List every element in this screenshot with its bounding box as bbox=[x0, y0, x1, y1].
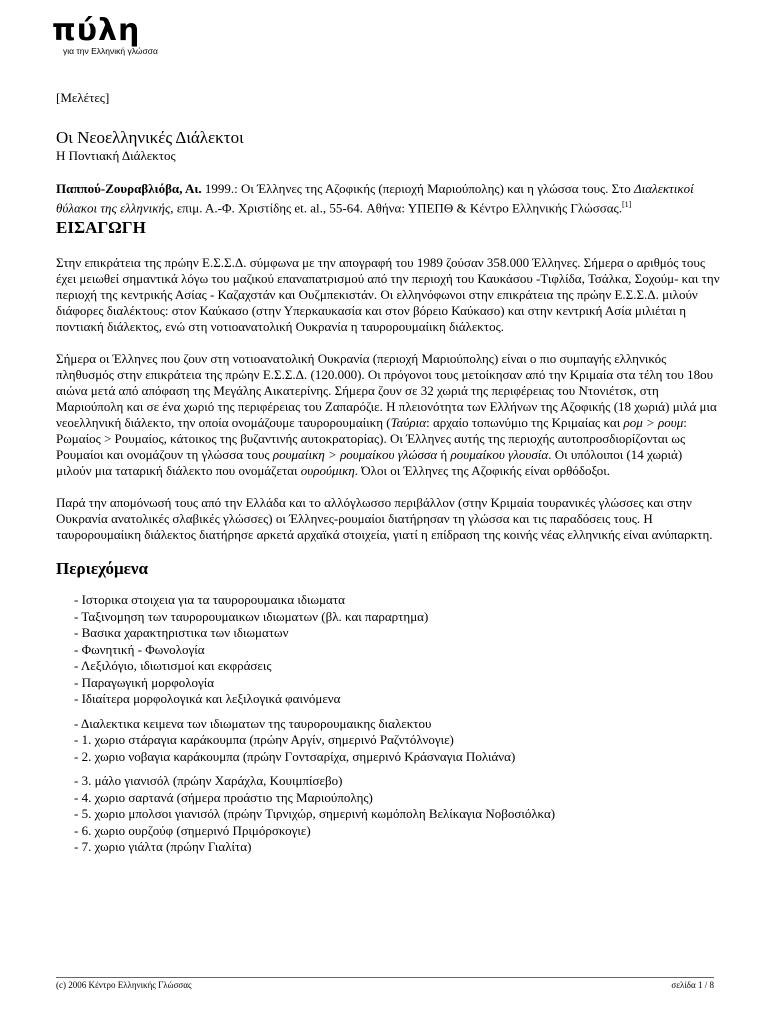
logo bbox=[52, 13, 158, 56]
footnote-link[interactable]: [1] bbox=[621, 200, 632, 209]
toc-item[interactable]: - 3. μάλο γιανισόλ (πρώην Χαράχλα, Κουιμπίσεβο) bbox=[74, 773, 720, 790]
toc-item[interactable]: - 4. χωριο σαρτανά (σήμερα προάστιο της Μαριούπολης) bbox=[74, 790, 720, 807]
para2-text-d: ή bbox=[437, 447, 451, 463]
para2-text-c: : Ρωμαίος > Ρουμαίος, κάτοικος της βυζαντινής αυτοκρατορίας). Οι Έλληνες αυτής της περιοχής αυτοπροσδιορίζονται ως Ρουμαίοι και ονομάζουν τη γλώσσα τους bbox=[56, 415, 687, 463]
paragraph-3: Παρά την απομόνωσή τους από την Ελλάδα και το αλλόγλωσσο περιβάλλον (στην Κριμαία τουρανικές γλώσσες και στην Ουκρανία ανατολικές σλαβικές γλώσσες) οι Έλληνες-ρουμαίοι διατήρησαν τη γλώσσα και τις παραδόσεις τους. Η ταυρορουμαίικη διάλεκτος διατήρησε αρκετά αρχαϊκά στοιχεία, γιατί η επίδραση της κοινής νέας ελληνικής είναι ανύπαρκτη. bbox=[56, 495, 713, 543]
toc-group-2 bbox=[56, 716, 720, 766]
citation-text-2: , επιμ. Α.-Φ. Χριστίδης et. al., 55-64. Αθήνα: ΥΠΕΠΘ & Κέντρο Ελληνικής Γλώσσας. bbox=[170, 200, 622, 216]
para2-term-uroumiki: ουρούμικη bbox=[300, 463, 355, 479]
paragraph-1: Στην επικράτεια της πρώην Ε.Σ.Σ.Δ. σύμφωνα με την απογραφή του 1989 ζούσαν 358.000 Έλληνες. Σήμερα ο αριθμός τους έχει μειωθεί σημαντικά λόγω του μαζικού επαναπατρισμού από την περιοχή του Καυκάσου -Τιφλίδα, Τσάλκα, Σοχούμ- και την περιοχή της κεντρικής Ασίας - Καζαχστάν και Ουζμπεκιστάν. Οι ελληνόφωνοι στην επικράτεια της πρώην Ε.Σ.Σ.Δ. μιλούν διάφορες διαλέκτους: στον Καύκασο (στην Υπερκαυκασία και στον βόρειο Καύκασο) και στην κεντρική Ασία μιλιέται η ποντιακή διάλεκτος, ενώ στη νοτιοανατολική Ουκρανία η ταυρορουμαίικη διάλεκτος. bbox=[56, 255, 720, 335]
toc-heading: Περιεχόμενα bbox=[56, 559, 148, 579]
toc-item[interactable]: - Φωνητική - Φωνολογία bbox=[74, 642, 720, 659]
toc-item[interactable]: - 2. χωριο νοβαγια καράκουμπα (πρώην Γοντσαρίχα, σημερινό Κράσναγια Πολιάνα) bbox=[74, 749, 720, 766]
page-subtitle: Η Ποντιακή Διάλεκτος bbox=[56, 148, 176, 163]
citation-book-title: Διαλεκτικοί θύλακοι της ελληνικής bbox=[56, 181, 694, 216]
toc-item[interactable]: - Λεξιλόγιο, ιδιωτισμοί και εκφράσεις bbox=[74, 658, 720, 675]
toc-item[interactable]: - Ταξινομηση των ταυρορουμαικων ιδιωματων (βλ. και παραρτημα) bbox=[74, 609, 720, 626]
toc-item[interactable]: - 7. χωριο γιάλτα (πρώην Γιαλίτα) bbox=[74, 839, 720, 856]
citation-text-1: 1999.: Οι Έλληνες της Αζοφικής (περιοχή Μαριούπολης) και η γλώσσα τους. Στο bbox=[201, 181, 634, 196]
para2-term-glousia: ρουμαίκου γλουσία bbox=[450, 447, 549, 463]
section-tag: [Μελέτες] bbox=[56, 90, 110, 105]
para2-term-roumaiiki: ρουμαίικη > ρουμαίκου γλώσσα bbox=[272, 447, 438, 463]
citation-author: Παππού-Ζουραβλιόβα, Αι. bbox=[56, 181, 202, 196]
page-title: Οι Νεοελληνικές Διάλεκτοι bbox=[56, 128, 244, 147]
toc-item[interactable]: - Ιδιαίτερα μορφολογικά και λεξιλογικά φαινόμενα bbox=[74, 691, 720, 708]
toc-item[interactable]: - 5. χωριο μπολσοι γιανισόλ (πρώην Τιρνιχώρ, σημερινή κωμόπολη Βελίκαγια Νοβοσιόλκα) bbox=[74, 806, 720, 823]
footer-divider bbox=[56, 977, 714, 978]
toc-item[interactable]: - Ιστορικα στοιχεια για τα ταυρορουμαικα ιδιωματα bbox=[74, 592, 720, 609]
footer-page-number: σελίδα 1 / 8 bbox=[671, 980, 714, 990]
toc-item[interactable]: - Διαλεκτικα κειμενα των ιδιωματων της ταυρορουμαικης διαλεκτου bbox=[74, 716, 720, 733]
toc-item[interactable]: - 1. χωριο στάραγια καράκουμπα (πρώην Αργίν, σημερινό Ραζντόλνογιε) bbox=[74, 732, 720, 749]
footer-copyright: (c) 2006 Κέντρο Ελληνικής Γλώσσας bbox=[56, 980, 192, 990]
toc-item[interactable]: - Παραγωγική μορφολογία bbox=[74, 675, 720, 692]
toc-item[interactable]: - Βασικα χαρακτηριστικα των ιδιωματων bbox=[74, 625, 720, 642]
para2-text-e: . Οι υπόλοιποι (14 χωριά) μιλούν μια ταταρική διάλεκτο που ονομάζεται bbox=[56, 447, 683, 479]
para2-text-b: : αρχαίο τοπωνύμιο της Κριμαίας και bbox=[426, 415, 624, 431]
citation bbox=[56, 181, 720, 216]
para2-term-rom: ρομ > ρουμ bbox=[623, 415, 684, 431]
paragraph-2 bbox=[56, 351, 720, 479]
toc-group-3 bbox=[56, 773, 720, 856]
intro-heading: ΕΙΣΑΓΩΓΗ bbox=[56, 218, 146, 238]
logo-wordmark: πύλη bbox=[52, 13, 141, 48]
para2-text-f: . Όλοι οι Έλληνες της Αζοφικής είναι ορθόδοξοι. bbox=[354, 463, 611, 479]
document-body bbox=[56, 90, 720, 864]
para2-term-tauria: Ταύρια bbox=[390, 415, 427, 431]
page-footer bbox=[56, 980, 714, 990]
logo-tagline: για την Ελληνική γλώσσα bbox=[63, 46, 158, 56]
para2-text-a: Σήμερα οι Έλληνες που ζουν στη νοτιοανατολική Ουκρανία (περιοχή Μαριούπολης) είναι ο πιο συμπαγής ελληνικός πληθυσμός στην επικράτεια της πρώην Ε.Σ.Σ.Δ. (120.000). Οι πρόγονοι τους μετοίκησαν από την Κριμαία στα τέλη του 18ου αιώνα μετά από απόφαση της Μεγάλης Αικατερίνης. Σήμερα ζουν σε 32 χωριά της περιφέρειας του Ντονιέτσκ, στη Μαριούπολη και σε ένα χωριό της περιφέρειας του Ζαπαρόζιε. Η πλειονότητα των Ελλήνων της Αζοφικής (18 χωριά) μιλά μια νεοελληνική διάλεκτο, την οποία ονομάζουμε ταυρορουμαίικη ( bbox=[56, 351, 717, 431]
toc-group-1 bbox=[56, 592, 720, 708]
toc-item[interactable]: - 6. χωριο ουρζούφ (σημερινό Πριμόρσκογιε) bbox=[74, 823, 720, 840]
